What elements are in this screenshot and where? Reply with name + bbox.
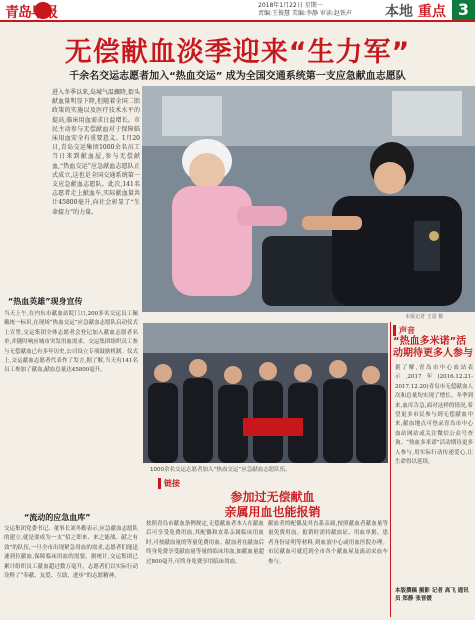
main-photo-illustration — [142, 86, 475, 312]
logo-text: 青岛早报 — [5, 5, 57, 21]
link-title-line-2: 亲属用血也能报销 — [224, 505, 321, 519]
subheadline: 千余名交运志愿者加入“热血交运” 成为全国交通系统第一支应急献血志愿队 — [69, 71, 406, 82]
section-body-hero: 当天上午,在内东市献血站院门口,200多名交运员工佩戴统一标识,在现场“热血交运”应急献血志愿队启动仪式上宣誓,交运集团全体志愿者会登记加入献血志愿者名单,并随时响应城市突发用血需求。交运集团组织员工参与无偿献血已有多年历史,公司设立专项鼓励机制。仪式上,交运献血志愿者代表作了发言,据了解,当天有141名员工参加了献血,献血总量达45800毫升。 — [4, 311, 138, 374]
link-body-col-a: 按照青岛市献血条例规定,无偿献血者本人在献血后可享受免费用血,其配偶和直系亲属临床用血时,可按献血量的等量免费用血。献血者在献血后终身免费享受献血量等量的临床用血,如献血量超过800毫升,可终身免费享用临床用血。 — [146, 521, 264, 565]
group-photo-caption: 1000余名交运志愿者加入“热血交运”应急献血志愿队伍。 — [150, 467, 291, 473]
issue-info — [258, 2, 352, 18]
section-title-hero: “热血英雄”现身宣传 — [8, 297, 83, 306]
newspaper-logo — [5, 2, 83, 19]
voice-tag: 声音 — [393, 325, 415, 336]
masthead — [0, 0, 475, 22]
section-title-blood-bank: “流动的应急血库” — [24, 513, 91, 522]
group-photo-illustration — [143, 323, 388, 463]
voice-body: 据了解,青岛市中心血站表示,2017年(2016.12.21-2017.12.20)青岛市无偿献血人次和总量均实现了增长。冬季到来,血库告急,面对这样的情况,希望更多市民参与到无偿献血中来,献血地点可登录青岛市中心血站网站或关注微信公众号查询。“热血多米诺”活动期待更多人参与,用实际行动传递爱心,让生命得以延续。 — [395, 365, 473, 466]
link-body-col-b: 献血者的配偶及其直系亲属,按照献血者献血量等量免费用血。报销时需持献血证、用血单据、患者身份证明等材料,到血液中心或用血医院办理。市民献血可就近到全市各个献血屋及流动采血车参与。 — [268, 521, 388, 565]
lead-paragraph: 进入冬季以来,岛城气温骤降,街头献血量明显下降,但随着全国二胎政策的实施以及医疗技术水平的提高,临床用血需求日益增长。市民主动参与无偿献血对于保障临床用血安全有重要意义。1月20日,青岛交运集团1000余名员工当日来到献血屋,参与无偿献血,“热血交运”应急献血志愿队正式成立,这也是全国交通系统第一支应急献血志愿队。此次,141名志愿者走上献血车,实际献血量共计45800毫升,向社会彰显了“生命接力”的力量。 — [52, 89, 140, 216]
issue-date: 2018年1月22日 星期一 — [258, 2, 323, 9]
link-title-line-1: 参加过无偿献血 — [230, 490, 315, 504]
headline: 无偿献血淡季迎来“生力军” — [64, 37, 411, 68]
column-divider — [390, 322, 391, 617]
editors-credit: 责编:王俊慧 美编:李静 审读:赵铁声 — [258, 10, 352, 17]
section-focus: 重点 — [417, 4, 446, 20]
section-label — [385, 1, 446, 21]
group-photo — [143, 323, 388, 463]
section-body-blood-bank: 交运集团党委书记、董事长刘冬勤表示,应急献血志愿队的建立,就是要成为一支“招之即来、来之能战、献之有效”的队伍,一旦全市出现紧急用血的需求,志愿者们能迅速到位献血,保障临床用血的需要。据统计,交运集团已累计组织员工献血超过数万毫升。志愿者们以实际行动诠释了“奉献、友爱、互助、进步”的志愿精神。 — [4, 526, 138, 580]
section-local: 本地 — [385, 4, 413, 20]
voice-title: “热血多米诺”活动期待更多人参与 — [393, 336, 473, 359]
link-tag: 链接 — [158, 478, 180, 489]
byline: 本版撰稿 摄影 记者 高飞 通讯员 郑静 张晋媛 — [395, 588, 469, 602]
page-number: 3 — [452, 0, 475, 20]
main-photo-caption: 本报记者 王雷 摄 — [405, 314, 444, 320]
main-photo — [142, 86, 475, 312]
